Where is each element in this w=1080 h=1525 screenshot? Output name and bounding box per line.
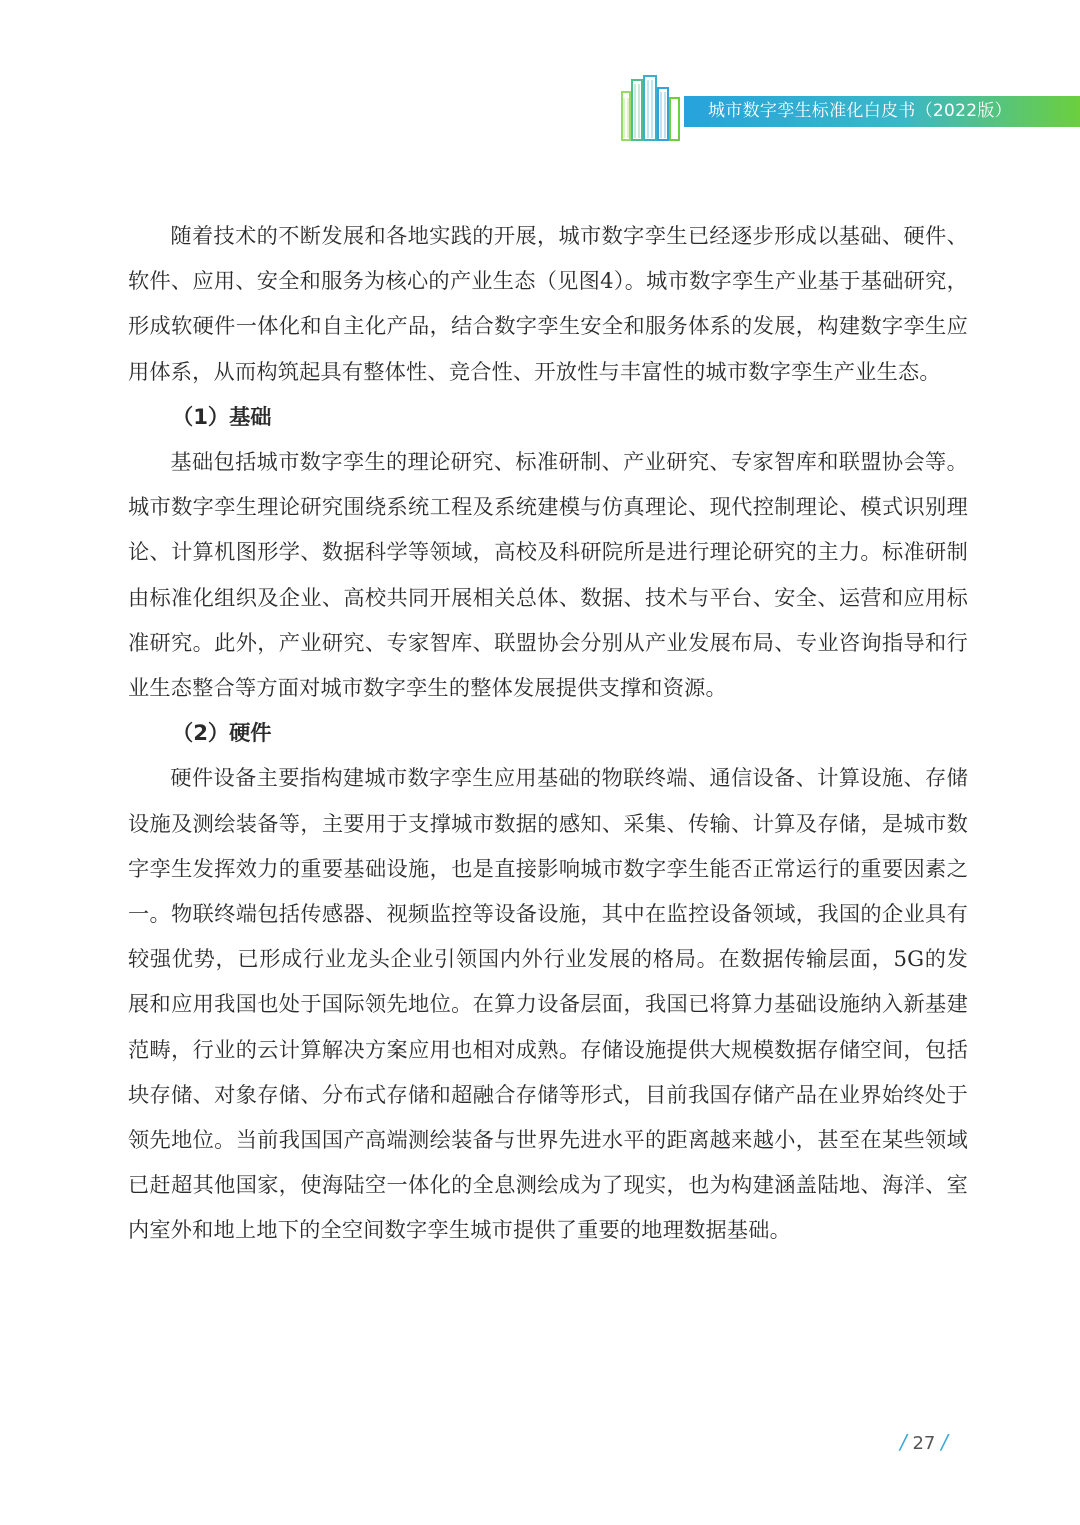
page-content bbox=[128, 213, 968, 1253]
section-heading-hardware: （2）硬件 bbox=[172, 720, 272, 746]
document-title: 城市数字孪生标准化白皮书（2022版） bbox=[708, 101, 1012, 121]
page-number bbox=[900, 1430, 1000, 1458]
section-heading-foundation: （1）基础 bbox=[172, 403, 272, 429]
slash-left-icon: / bbox=[900, 1430, 907, 1454]
intro-paragraph: 随着技术的不断发展和各地实践的开展，城市数字孪生已经逐步形成以基础、硬件、软件、应用、安全和服务为核心的产业生态（见图4）。城市数字孪生产业基于基础研究，形成软硬件一体化和自主化产品，结合数字孪生安全和服务体系的发展，构建数字孪生应用体系，从而构筑起具有整体性、竞合性、开放性与丰富性的城市数字孪生产业生态。 bbox=[128, 223, 968, 384]
page-header bbox=[0, 0, 1080, 150]
city-buildings-icon bbox=[620, 74, 690, 142]
foundation-paragraph: 基础包括城市数字孪生的理论研究、标准研制、产业研究、专家智库和联盟协会等。城市数字孪生理论研究围绕系统工程及系统建模与仿真理论、现代控制理论、模式识别理论、计算机图形学、数据科学等领域，高校及科研院所是进行理论研究的主力。标准研制由标准化组织及企业、高校共同开展相关总体、数据、技术与平台、安全、运营和应用标准研究。此外，产业研究、专家智库、联盟协会分别从产业发展布局、专业咨询指导和行业生态整合等方面对城市数字孪生的整体发展提供支撑和资源。 bbox=[128, 449, 968, 701]
slash-right-icon: / bbox=[941, 1430, 948, 1454]
page-number-text: 27 bbox=[912, 1433, 936, 1454]
hardware-paragraph: 硬件设备主要指构建城市数字孪生应用基础的物联终端、通信设备、计算设施、存储设施及测绘装备等，主要用于支撑城市数据的感知、采集、传输、计算及存储，是城市数字孪生发挥效力的重要基础设施，也是直接影响城市数字孪生能否正常运行的重要因素之一。物联终端包括传感器、视频监控等设备设施，其中在监控设备领域，我国的企业具有较强优势，已形成行业龙头企业引领国内外行业发展的格局。在数据传输层面，5G的发展和应用我国也处于国际领先地位。在算力设备层面，我国已将算力基础设施纳入新基建范畴，行业的云计算解决方案应用也相对成熟。存储设施提供大规模数据存储空间，包括块存储、对象存储、分布式存储和超融合存储等形式，目前我国存储产品在业界始终处于领先地位。当前我国国产高端测绘装备与世界先进水平的距离越来越小，甚至在某些领域已赶超其他国家，使海陆空一体化的全息测绘成为了现实，也为构建涵盖陆地、海洋、室内室外和地上地下的全空间数字孪生城市提供了重要的地理数据基础。 bbox=[128, 765, 968, 1243]
